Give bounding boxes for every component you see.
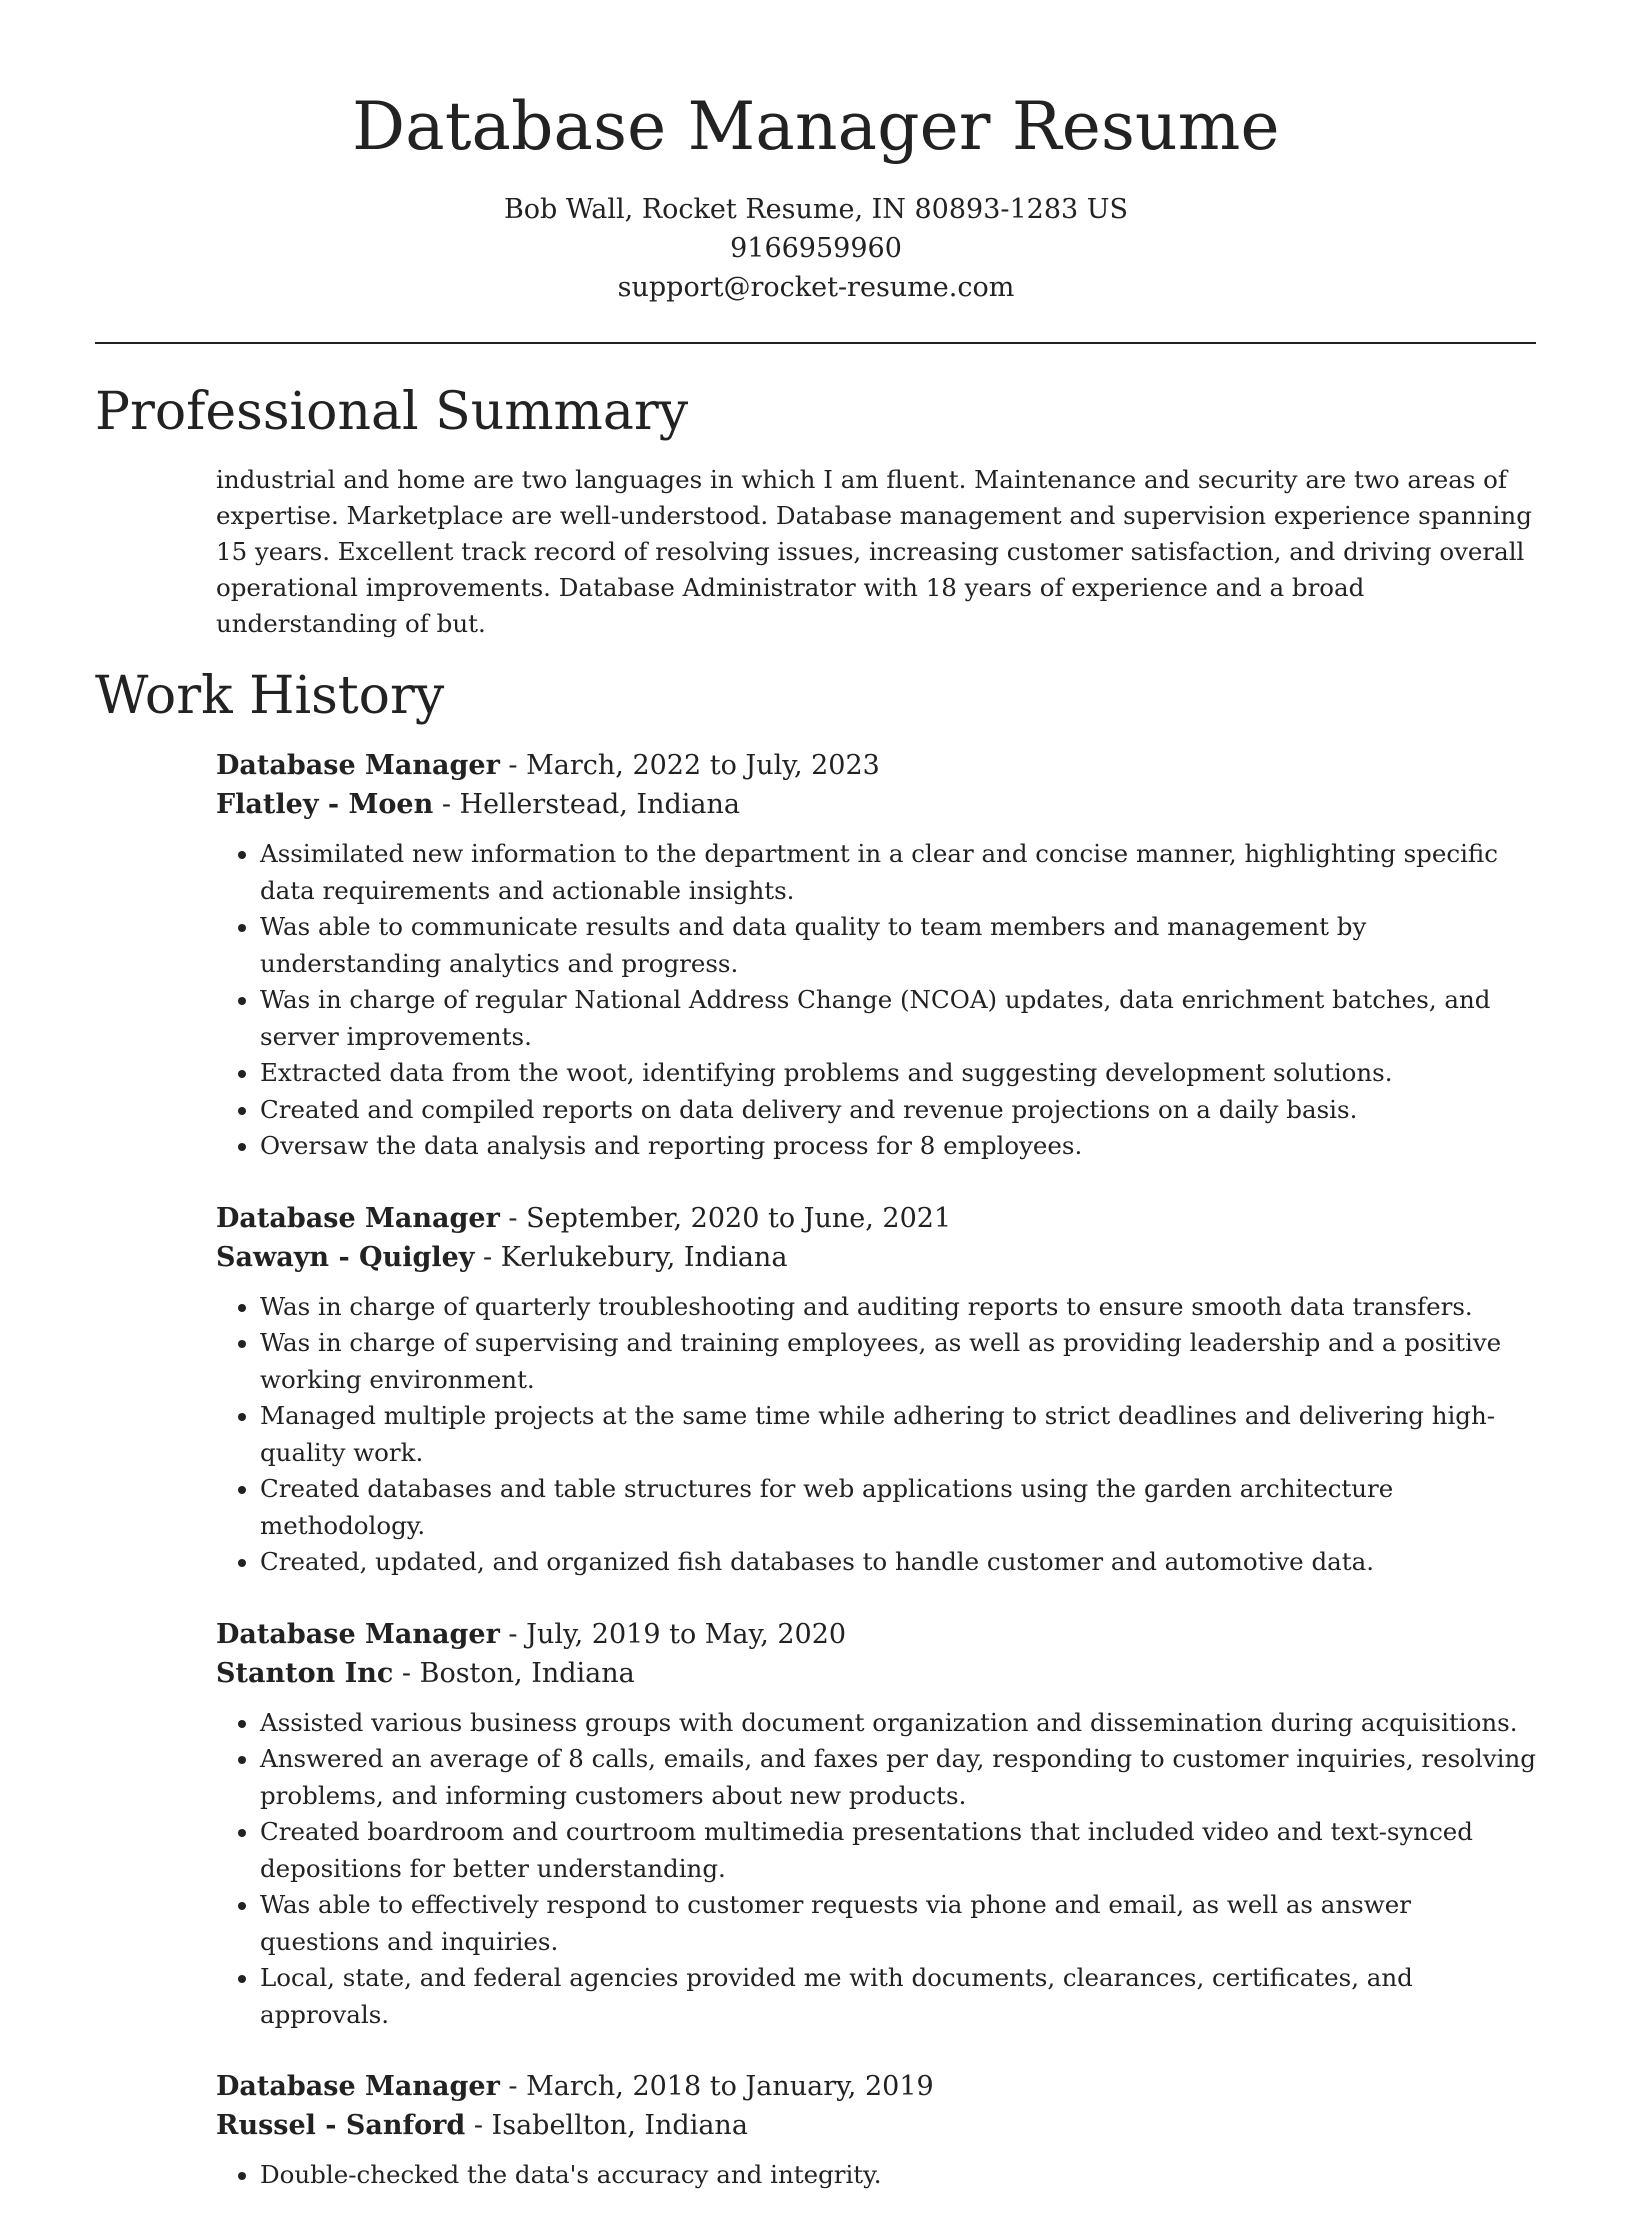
job-bullet: • Oversaw the data analysis and reporting process for 8 employees. — [260, 1128, 1536, 1165]
job-bullet: • Was able to communicate results and data quality to team members and management by understanding analytics and progress. — [260, 909, 1536, 982]
header-divider — [95, 342, 1536, 344]
contact-phone: 9166959960 — [730, 233, 902, 264]
job-dates: - March, 2018 to January, 2019 — [499, 2071, 934, 2102]
job-bullet: • Created, updated, and organized fish databases to handle customer and automotive data. — [260, 1544, 1536, 1581]
contact-address: Bob Wall, Rocket Resume, IN 80893-1283 US — [503, 194, 1129, 225]
work-history-list — [216, 746, 1536, 2228]
job-location: - Hellerstead, Indiana — [433, 789, 740, 820]
job-dates: - September, 2020 to June, 2021 — [499, 1202, 952, 1234]
job-bullet: • Created boardroom and courtroom multimedia presentations that included video and text-synced depositions for better understanding. — [260, 1814, 1536, 1887]
job-title-line — [216, 1615, 1536, 1655]
job-bullet: • Double-checked the data's accuracy and integrity. — [260, 2157, 1536, 2194]
job-entry — [216, 1615, 1536, 2034]
job-role: Database Manager — [216, 2071, 500, 2102]
job-bullet: • Extracted data from the woot, identifying problems and suggesting development solutions. — [260, 1055, 1536, 1092]
job-role: Database Manager — [216, 1202, 500, 1234]
job-entry — [216, 2067, 1536, 2194]
job-company-line — [216, 1239, 1536, 1277]
job-bullets — [216, 2157, 1536, 2194]
contact-block — [0, 190, 1632, 307]
job-bullets — [216, 1705, 1536, 2034]
page-title: Database Manager Resume — [352, 88, 1280, 165]
job-bullet: • Was in charge of regular National Address Change (NCOA) updates, data enrichment batches, and server improvements. — [260, 982, 1536, 1055]
job-bullet: • Local, state, and federal agencies provided me with documents, clearances, certificates, and approvals. — [260, 1960, 1536, 2033]
job-company-line — [216, 2107, 1536, 2145]
job-bullets — [216, 836, 1536, 1165]
job-title-line — [216, 746, 1536, 786]
job-role: Database Manager — [216, 750, 500, 781]
job-company-line — [216, 1655, 1536, 1693]
job-dates: - July, 2019 to May, 2020 — [499, 1618, 847, 1650]
job-bullet: • Assisted various business groups with document organization and dissemination during acquisitions. — [260, 1705, 1536, 1742]
job-company: Sawayn - Quigley — [216, 1241, 475, 1273]
job-bullet: • Created and compiled reports on data delivery and revenue projections on a daily basis. — [260, 1092, 1536, 1129]
job-bullets — [216, 1289, 1536, 1581]
contact-email: support@rocket-resume.com — [617, 272, 1015, 303]
summary-heading: Professional Summary — [95, 382, 689, 442]
job-dates: - March, 2022 to July, 2023 — [499, 750, 880, 781]
job-bullet: • Assimilated new information to the department in a clear and concise manner, highlighting specific data requirements and actionable insights. — [260, 836, 1536, 909]
job-location: - Kerlukebury, Indiana — [474, 1241, 788, 1273]
summary-text: industrial and home are two languages in which I am fluent. Maintenance and security are two areas of expertise. Marketplace are well-understood. Database management and supervision experience spanning 15 years. Excellent track record of resolving issues, increasing customer satisfaction, and driving overall operational improvements. Database Administrator with 18 years of experience and a broad understanding of but. — [216, 465, 1532, 638]
job-bullet: • Was in charge of supervising and training employees, as well as providing leadership and a positive working environment. — [260, 1325, 1536, 1398]
job-role: Database Manager — [216, 1618, 500, 1650]
job-bullet: • Was in charge of quarterly troubleshooting and auditing reports to ensure smooth data transfers. — [260, 1289, 1536, 1326]
job-bullet: • Was able to effectively respond to customer requests via phone and email, as well as answer questions and inquiries. — [260, 1887, 1536, 1960]
job-company: Russel - Sanford — [216, 2110, 466, 2141]
job-title-line — [216, 1199, 1536, 1239]
job-location: - Isabellton, Indiana — [465, 2110, 748, 2141]
job-bullet: • Created databases and table structures for web applications using the garden architecture methodology. — [260, 1471, 1536, 1544]
work-history-heading: Work History — [95, 666, 445, 726]
resume-header — [0, 0, 1632, 307]
job-company-line — [216, 786, 1536, 824]
job-company: Flatley - Moen — [216, 789, 434, 820]
job-bullet: • Managed multiple projects at the same time while adhering to strict deadlines and delivering high-quality work. — [260, 1398, 1536, 1471]
job-bullet: • Answered an average of 8 calls, emails, and faxes per day, responding to customer inquiries, resolving problems, and informing customers about new products. — [260, 1741, 1536, 1814]
job-company: Stanton Inc — [216, 1657, 394, 1689]
job-location: - Boston, Indiana — [393, 1657, 635, 1689]
job-entry — [216, 746, 1536, 1165]
job-entry — [216, 1199, 1536, 1581]
job-title-line — [216, 2067, 1536, 2107]
